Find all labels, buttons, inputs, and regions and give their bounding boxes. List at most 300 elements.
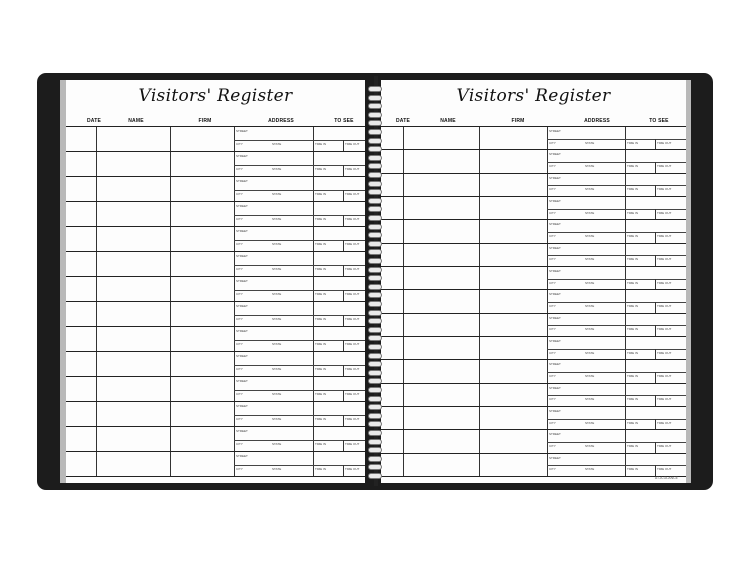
register-row[interactable] bbox=[66, 327, 365, 352]
spiral-coil bbox=[368, 206, 382, 212]
column-divider bbox=[170, 227, 171, 251]
column-divider bbox=[479, 150, 480, 172]
state-label: STATE bbox=[272, 391, 282, 396]
time-in-label: TIME IN bbox=[315, 416, 326, 421]
time-divider bbox=[655, 162, 656, 173]
time-divider bbox=[343, 240, 344, 252]
time-divider bbox=[343, 315, 344, 327]
time-in-label: TIME IN bbox=[627, 467, 638, 472]
time-out-label: TIME OUT bbox=[345, 141, 360, 146]
register-row[interactable] bbox=[381, 244, 686, 267]
time-line bbox=[313, 415, 365, 416]
state-label: STATE bbox=[585, 373, 595, 378]
city-label: CITY bbox=[549, 350, 556, 355]
street-label: STREET bbox=[236, 279, 248, 283]
column-divider bbox=[403, 454, 404, 476]
time-divider bbox=[655, 279, 656, 290]
time-line bbox=[313, 365, 365, 366]
time-out-label: TIME OUT bbox=[345, 441, 360, 446]
city-label: CITY bbox=[236, 216, 243, 221]
street-line bbox=[547, 349, 625, 350]
city-label: CITY bbox=[549, 467, 556, 472]
city-label: CITY bbox=[236, 341, 243, 346]
column-divider bbox=[170, 277, 171, 301]
city-label: CITY bbox=[549, 303, 556, 308]
header-date: DATE bbox=[86, 118, 102, 124]
state-label: STATE bbox=[585, 257, 595, 262]
state-label: STATE bbox=[585, 327, 595, 332]
page-title: Visitors' Register bbox=[456, 86, 611, 106]
register-row[interactable] bbox=[66, 377, 365, 402]
time-line bbox=[313, 140, 365, 141]
state-label: STATE bbox=[585, 303, 595, 308]
time-out-label: TIME OUT bbox=[657, 257, 672, 262]
time-out-label: TIME OUT bbox=[345, 191, 360, 196]
time-out-label: TIME OUT bbox=[345, 216, 360, 221]
time-out-label: TIME OUT bbox=[657, 397, 672, 402]
header-name: NAME bbox=[128, 118, 144, 124]
column-divider bbox=[403, 267, 404, 289]
state-label: STATE bbox=[272, 216, 282, 221]
register-row[interactable] bbox=[66, 177, 365, 202]
street-line bbox=[547, 162, 625, 163]
street-line bbox=[234, 390, 313, 391]
time-out-label: TIME OUT bbox=[657, 280, 672, 285]
register-row[interactable] bbox=[66, 402, 365, 427]
spiral-coil bbox=[368, 198, 382, 204]
time-out-label: TIME OUT bbox=[345, 341, 360, 346]
city-label: CITY bbox=[236, 316, 243, 321]
spiral-coil bbox=[368, 86, 382, 92]
time-in-label: TIME IN bbox=[627, 303, 638, 308]
state-label: STATE bbox=[272, 441, 282, 446]
city-label: CITY bbox=[549, 187, 556, 192]
street-label: STREET bbox=[236, 154, 248, 158]
time-in-label: TIME IN bbox=[315, 266, 326, 271]
column-divider bbox=[403, 220, 404, 242]
left-page bbox=[60, 80, 365, 483]
register-row[interactable] bbox=[381, 337, 686, 360]
register-row[interactable] bbox=[381, 267, 686, 290]
time-divider bbox=[655, 232, 656, 243]
time-divider bbox=[343, 140, 344, 152]
state-label: STATE bbox=[272, 266, 282, 271]
time-divider bbox=[343, 290, 344, 302]
time-in-label: TIME IN bbox=[315, 441, 326, 446]
city-label: CITY bbox=[236, 291, 243, 296]
city-label: CITY bbox=[236, 441, 243, 446]
street-line bbox=[234, 340, 313, 341]
city-label: CITY bbox=[549, 420, 556, 425]
column-divider bbox=[170, 152, 171, 176]
state-label: STATE bbox=[272, 416, 282, 421]
time-in-label: TIME IN bbox=[315, 316, 326, 321]
column-divider bbox=[479, 244, 480, 266]
column-divider bbox=[403, 384, 404, 406]
column-divider bbox=[96, 227, 97, 251]
city-label: CITY bbox=[236, 416, 243, 421]
state-label: STATE bbox=[272, 141, 282, 146]
time-in-label: TIME IN bbox=[315, 391, 326, 396]
time-in-label: TIME IN bbox=[315, 366, 326, 371]
column-divider bbox=[96, 127, 97, 151]
city-label: CITY bbox=[549, 163, 556, 168]
city-label: CITY bbox=[236, 191, 243, 196]
column-divider bbox=[170, 452, 171, 476]
column-divider bbox=[96, 402, 97, 426]
column-divider bbox=[96, 377, 97, 401]
column-divider bbox=[170, 427, 171, 451]
time-out-label: TIME OUT bbox=[657, 420, 672, 425]
column-divider bbox=[170, 352, 171, 376]
time-in-label: TIME IN bbox=[315, 191, 326, 196]
time-out-label: TIME OUT bbox=[345, 366, 360, 371]
time-line bbox=[313, 315, 365, 316]
spiral-coil bbox=[368, 215, 382, 221]
register-row[interactable] bbox=[381, 314, 686, 337]
city-label: CITY bbox=[236, 266, 243, 271]
city-label: CITY bbox=[236, 241, 243, 246]
register-row[interactable] bbox=[381, 290, 686, 313]
column-divider bbox=[479, 197, 480, 219]
column-headers bbox=[381, 118, 686, 126]
header-firm: FIRM bbox=[511, 118, 525, 124]
street-line bbox=[234, 465, 313, 466]
state-label: STATE bbox=[585, 350, 595, 355]
register-row[interactable] bbox=[381, 174, 686, 197]
column-headers bbox=[66, 118, 365, 126]
column-divider bbox=[96, 427, 97, 451]
column-divider bbox=[170, 252, 171, 276]
street-label: STREET bbox=[549, 199, 561, 203]
time-in-label: TIME IN bbox=[627, 140, 638, 145]
register-row[interactable] bbox=[381, 220, 686, 243]
city-label: CITY bbox=[549, 140, 556, 145]
column-divider bbox=[403, 197, 404, 219]
spiral-coil bbox=[368, 353, 382, 359]
page-title: Visitors' Register bbox=[138, 86, 293, 106]
street-label: STREET bbox=[549, 175, 561, 180]
street-line bbox=[547, 419, 625, 420]
street-line bbox=[547, 372, 625, 373]
column-divider bbox=[170, 302, 171, 326]
street-label: STREET bbox=[549, 315, 561, 320]
street-label: STREET bbox=[549, 152, 561, 157]
time-in-label: TIME IN bbox=[627, 373, 638, 378]
right-page bbox=[381, 80, 691, 483]
time-in-label: TIME IN bbox=[627, 187, 638, 192]
street-label: STREET bbox=[549, 385, 561, 390]
column-divider bbox=[403, 290, 404, 312]
spiral-coil bbox=[368, 344, 382, 350]
spiral-coil bbox=[368, 318, 382, 324]
spiral-coil bbox=[368, 155, 382, 161]
time-out-label: TIME OUT bbox=[345, 316, 360, 321]
time-line bbox=[313, 240, 365, 241]
time-divider bbox=[343, 340, 344, 352]
register-row[interactable] bbox=[66, 227, 365, 252]
column-divider bbox=[96, 252, 97, 276]
register-row[interactable] bbox=[381, 384, 686, 407]
time-divider bbox=[655, 442, 656, 453]
register-row[interactable] bbox=[381, 407, 686, 430]
city-label: CITY bbox=[236, 391, 243, 396]
register-row[interactable] bbox=[381, 454, 686, 477]
time-out-label: TIME OUT bbox=[657, 350, 672, 355]
time-divider bbox=[655, 255, 656, 266]
time-out-label: TIME OUT bbox=[657, 443, 672, 448]
column-divider bbox=[403, 127, 404, 149]
street-label: STREET bbox=[549, 269, 561, 273]
spiral-coil bbox=[368, 473, 382, 479]
state-label: STATE bbox=[585, 140, 595, 145]
time-in-label: TIME IN bbox=[627, 420, 638, 425]
time-divider bbox=[343, 365, 344, 377]
street-label: STREET bbox=[236, 204, 248, 208]
street-label: STREET bbox=[549, 129, 561, 133]
time-divider bbox=[343, 165, 344, 177]
street-line bbox=[234, 190, 313, 191]
time-divider bbox=[343, 465, 344, 477]
spiral-coil bbox=[368, 163, 382, 169]
register-row[interactable] bbox=[66, 277, 365, 302]
time-in-label: TIME IN bbox=[315, 141, 326, 146]
column-divider bbox=[403, 314, 404, 336]
time-out-label: TIME OUT bbox=[657, 163, 672, 168]
register-row[interactable] bbox=[66, 427, 365, 452]
register-row[interactable] bbox=[66, 302, 365, 327]
column-divider bbox=[96, 177, 97, 201]
column-divider bbox=[403, 360, 404, 382]
state-label: STATE bbox=[585, 210, 595, 215]
street-line bbox=[547, 465, 625, 466]
column-divider bbox=[170, 177, 171, 201]
register-row[interactable] bbox=[66, 152, 365, 177]
street-line bbox=[547, 325, 625, 326]
spiral-coil bbox=[368, 292, 382, 298]
register-row[interactable] bbox=[66, 202, 365, 227]
city-label: CITY bbox=[236, 466, 243, 471]
time-out-label: TIME OUT bbox=[657, 187, 672, 192]
time-in-label: TIME IN bbox=[315, 466, 326, 471]
state-label: STATE bbox=[272, 316, 282, 321]
street-line bbox=[234, 415, 313, 416]
spiral-coil bbox=[368, 464, 382, 470]
column-divider bbox=[96, 152, 97, 176]
state-label: STATE bbox=[272, 341, 282, 346]
city-label: CITY bbox=[236, 366, 243, 371]
time-divider bbox=[343, 265, 344, 277]
time-out-label: TIME OUT bbox=[657, 140, 672, 145]
street-label: STREET bbox=[236, 454, 248, 458]
street-line bbox=[547, 395, 625, 396]
column-divider bbox=[479, 430, 480, 452]
spiral-coil bbox=[368, 129, 382, 135]
column-divider bbox=[96, 302, 97, 326]
column-divider bbox=[479, 290, 480, 312]
time-line bbox=[313, 465, 365, 466]
street-label: STREET bbox=[549, 362, 561, 367]
state-label: STATE bbox=[272, 241, 282, 246]
state-label: STATE bbox=[272, 291, 282, 296]
state-label: STATE bbox=[272, 166, 282, 171]
city-label: CITY bbox=[236, 166, 243, 171]
state-label: STATE bbox=[272, 366, 282, 371]
spiral-coil bbox=[368, 310, 382, 316]
state-label: STATE bbox=[585, 420, 595, 425]
column-divider bbox=[170, 202, 171, 226]
time-divider bbox=[343, 190, 344, 202]
header-address: ADDRESS bbox=[584, 118, 610, 124]
column-divider bbox=[403, 174, 404, 196]
street-label: STREET bbox=[236, 404, 248, 408]
street-label: STREET bbox=[236, 329, 248, 333]
header-firm: FIRM bbox=[198, 118, 212, 124]
time-out-label: TIME OUT bbox=[657, 303, 672, 308]
street-line bbox=[547, 209, 625, 210]
column-divider bbox=[403, 430, 404, 452]
column-divider bbox=[403, 407, 404, 429]
register-row[interactable] bbox=[381, 360, 686, 383]
spiral-coil bbox=[368, 249, 382, 255]
spiral-coil bbox=[368, 284, 382, 290]
time-out-label: TIME OUT bbox=[657, 467, 672, 472]
street-label: STREET bbox=[549, 245, 561, 250]
spiral-coil bbox=[368, 189, 382, 195]
register-row[interactable] bbox=[66, 252, 365, 277]
time-divider bbox=[343, 215, 344, 227]
spiral-coil bbox=[368, 404, 382, 410]
time-in-label: TIME IN bbox=[627, 210, 638, 215]
time-divider bbox=[343, 440, 344, 452]
state-label: STATE bbox=[272, 191, 282, 196]
time-in-label: TIME IN bbox=[627, 327, 638, 332]
column-divider bbox=[170, 402, 171, 426]
spiral-coil bbox=[368, 413, 382, 419]
time-line bbox=[313, 340, 365, 341]
time-divider bbox=[655, 185, 656, 196]
street-line bbox=[547, 442, 625, 443]
time-out-label: TIME OUT bbox=[345, 266, 360, 271]
spiral-coil bbox=[368, 439, 382, 445]
street-line bbox=[234, 215, 313, 216]
city-label: CITY bbox=[549, 443, 556, 448]
spiral-coil bbox=[368, 258, 382, 264]
header-to-see: TO SEE bbox=[334, 118, 354, 124]
street-line bbox=[234, 240, 313, 241]
spiral-coil bbox=[368, 421, 382, 427]
time-line bbox=[313, 390, 365, 391]
street-line bbox=[547, 255, 625, 256]
time-out-label: TIME OUT bbox=[657, 233, 672, 238]
city-label: CITY bbox=[549, 373, 556, 378]
column-divider bbox=[479, 337, 480, 359]
time-out-label: TIME OUT bbox=[345, 391, 360, 396]
time-in-label: TIME IN bbox=[627, 350, 638, 355]
time-divider bbox=[655, 349, 656, 360]
register-row[interactable] bbox=[381, 150, 686, 173]
spiral-coil bbox=[368, 275, 382, 281]
spiral-coil bbox=[368, 327, 382, 333]
city-label: CITY bbox=[549, 257, 556, 262]
time-in-label: TIME IN bbox=[315, 341, 326, 346]
time-divider bbox=[655, 419, 656, 430]
spiral-coil bbox=[368, 447, 382, 453]
spiral-coil bbox=[368, 146, 382, 152]
time-in-label: TIME IN bbox=[627, 280, 638, 285]
spiral-coil bbox=[368, 120, 382, 126]
column-divider bbox=[96, 327, 97, 351]
time-in-label: TIME IN bbox=[315, 291, 326, 296]
column-divider bbox=[479, 360, 480, 382]
time-in-label: TIME IN bbox=[627, 397, 638, 402]
time-in-label: TIME IN bbox=[315, 166, 326, 171]
register-row[interactable] bbox=[66, 352, 365, 377]
column-divider bbox=[96, 452, 97, 476]
register-row[interactable] bbox=[381, 430, 686, 453]
street-line bbox=[547, 139, 625, 140]
state-label: STATE bbox=[585, 280, 595, 285]
time-out-label: TIME OUT bbox=[345, 241, 360, 246]
time-in-label: TIME IN bbox=[627, 443, 638, 448]
street-line bbox=[234, 265, 313, 266]
register-row[interactable] bbox=[66, 127, 365, 152]
column-divider bbox=[403, 244, 404, 266]
time-out-label: TIME OUT bbox=[345, 291, 360, 296]
street-line bbox=[234, 440, 313, 441]
city-label: CITY bbox=[549, 397, 556, 402]
street-label: STREET bbox=[236, 229, 248, 233]
spiral-coil bbox=[368, 430, 382, 436]
spiral-coil bbox=[368, 370, 382, 376]
spiral-coil bbox=[368, 138, 382, 144]
time-line bbox=[313, 215, 365, 216]
column-divider bbox=[479, 314, 480, 336]
column-divider bbox=[479, 454, 480, 476]
time-divider bbox=[655, 302, 656, 313]
time-in-label: TIME IN bbox=[627, 233, 638, 238]
spiral-coil bbox=[368, 396, 382, 402]
column-divider bbox=[96, 277, 97, 301]
spiral-coil bbox=[368, 387, 382, 393]
register-row[interactable] bbox=[381, 127, 686, 150]
spiral-coil bbox=[368, 267, 382, 273]
street-label: STREET bbox=[549, 455, 561, 460]
city-label: CITY bbox=[549, 280, 556, 285]
time-divider bbox=[655, 139, 656, 150]
column-divider bbox=[403, 337, 404, 359]
city-label: CITY bbox=[549, 233, 556, 238]
street-label: STREET bbox=[549, 222, 561, 227]
column-divider bbox=[170, 127, 171, 151]
brand-footer: AT-A-GLANCE bbox=[654, 476, 678, 480]
header-name: NAME bbox=[440, 118, 456, 124]
street-label: STREET bbox=[236, 254, 248, 258]
state-label: STATE bbox=[585, 163, 595, 168]
column-divider bbox=[479, 267, 480, 289]
column-divider bbox=[403, 150, 404, 172]
header-to-see: TO SEE bbox=[649, 118, 669, 124]
register-row[interactable] bbox=[66, 452, 365, 477]
spiral-coil bbox=[368, 301, 382, 307]
time-line bbox=[313, 190, 365, 191]
register-row[interactable] bbox=[381, 197, 686, 220]
spiral-coil bbox=[368, 224, 382, 230]
street-label: STREET bbox=[549, 409, 561, 413]
spiral-coil bbox=[368, 95, 382, 101]
street-label: STREET bbox=[236, 179, 248, 183]
street-label: STREET bbox=[236, 304, 248, 308]
